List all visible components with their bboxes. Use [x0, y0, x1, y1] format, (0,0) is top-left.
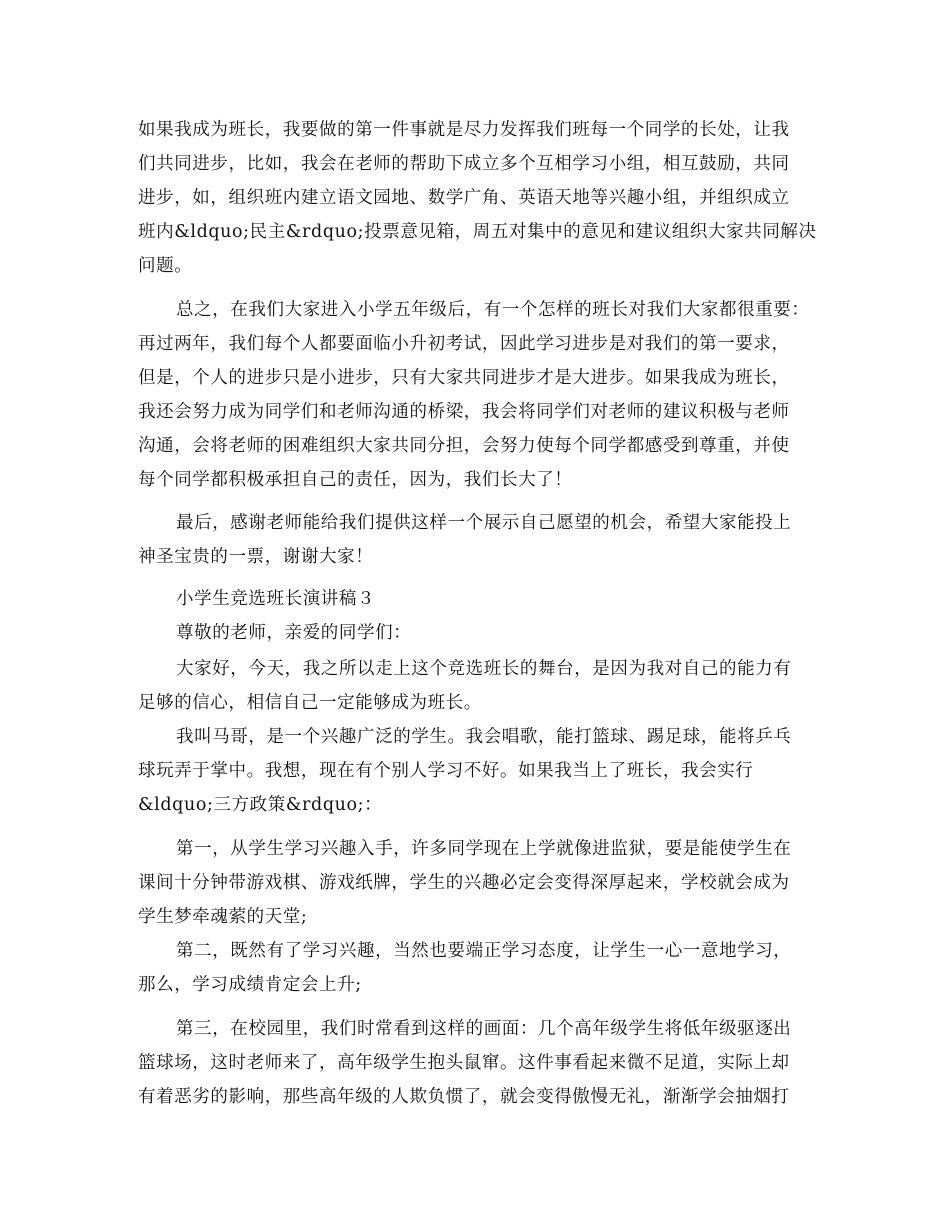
text-line: &ldquo;三方政策&rdquo;： — [138, 795, 383, 815]
text-line: 学生梦牵魂萦的天堂; — [138, 907, 308, 927]
text-line: 第三，在校园里，我们时常看到这样的画面：几个高年级学生将低年级驱逐出 — [176, 1019, 792, 1039]
text-line: 问题。 — [138, 256, 193, 276]
section-heading: 小学生竞选班长演讲稿３ — [176, 589, 376, 609]
text-line: 有着恶劣的影响，那些高年级的人欺负惯了，就会变得傲慢无礼，渐渐学会抽烟打 — [138, 1087, 790, 1107]
text-line: 我还会努力成为同学们和老师沟通的桥梁，我会将同学们对老师的建议积极与老师 — [138, 402, 790, 422]
text-line: 篮球场，这时老师来了，高年级学生抱头鼠窜。这件事看起来微不足道，实际上却 — [138, 1053, 790, 1073]
text-line: 那么，学习成绩肯定会上升; — [138, 975, 362, 995]
text-line: 们共同进步，比如，我会在老师的帮助下成立多个互相学习小组，相互鼓励，共同 — [138, 154, 790, 174]
text-line: 球玩弄于掌中。我想，现在有个别人学习不好。如果我当上了班长，我会实行 — [138, 761, 754, 781]
text-line: 我叫马哥，是一个兴趣广泛的学生。我会唱歌，能打篮球、踢足球，能将乒乓 — [176, 727, 792, 747]
text-line: 足够的信心，相信自己一定能够成为班长。 — [138, 693, 482, 713]
text-line: 但是，个人的进步只是小进步，只有大家共同进步才是大进步。如果我成为班长， — [138, 368, 790, 388]
salutation: 尊敬的老师，亲爱的同学们： — [176, 623, 412, 643]
text-line: 再过两年，我们每个人都要面临小升初考试，因此学习进步是对我们的第一要求， — [138, 334, 790, 354]
text-line: 沟通，会将老师的困难组织大家共同分担，会努力使每个同学都感受到尊重，并使 — [138, 436, 790, 456]
text-line: 班内&ldquo;民主&rdquo;投票意见箱，周五对集中的意见和建议组织大家共同解决 — [138, 222, 817, 242]
text-line: 大家好，今天，我之所以走上这个竞选班长的舞台，是因为我对自己的能力有 — [176, 659, 792, 679]
text-line: 第一，从学生学习兴趣入手，许多同学现在上学就像进监狱，要是能使学生在 — [176, 839, 792, 859]
text-line: 如果我成为班长，我要做的第一件事就是尽力发挥我们班每一个同学的长处，让我 — [138, 120, 790, 140]
text-line: 第二，既然有了学习兴趣，当然也要端正学习态度，让学生一心一意地学习， — [176, 941, 792, 961]
text-line: 课间十分钟带游戏棋、游戏纸牌，学生的兴趣必定会变得深厚起来，学校就会成为 — [138, 873, 790, 893]
text-line: 神圣宝贵的一票，谢谢大家！ — [138, 547, 374, 567]
text-line: 进步，如，组织班内建立语文园地、数学广角、英语天地等兴趣小组，并组织成立 — [138, 188, 790, 208]
text-line: 每个同学都积极承担自己的责任，因为，我们长大了！ — [138, 470, 573, 490]
text-line: 最后，感谢老师能给我们提供这样一个展示自己愿望的机会，希望大家能投上 — [176, 513, 792, 533]
text-line: 总之，在我们大家进入小学五年级后，有一个怎样的班长对我们大家都很重要： — [176, 300, 810, 320]
